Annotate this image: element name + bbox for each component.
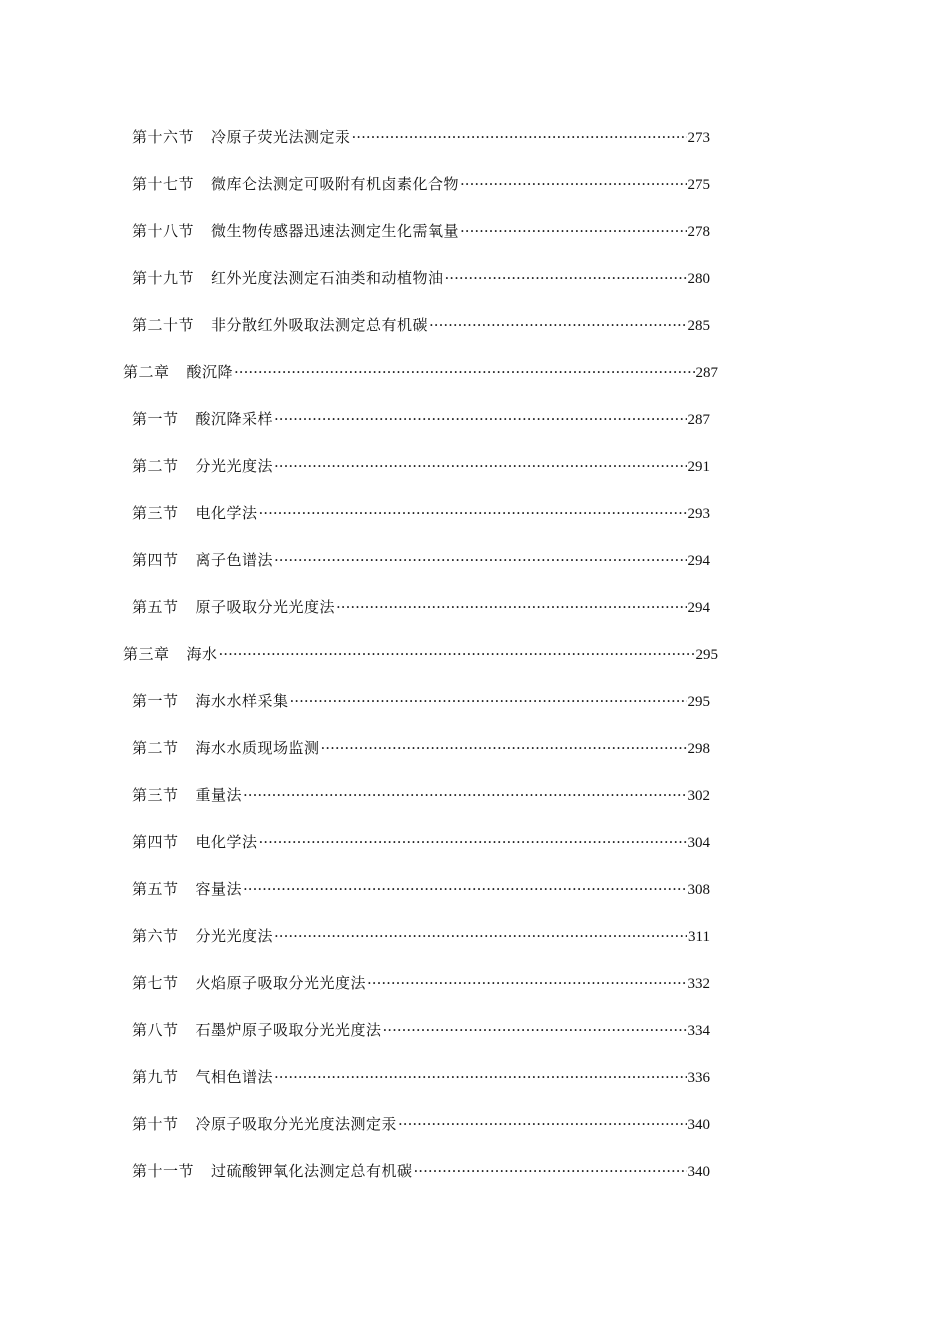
- toc-entry-page: 334: [687, 1023, 710, 1039]
- toc-entry-title: 酸沉降采样: [195, 410, 274, 428]
- toc-entry-page: 291: [687, 459, 710, 475]
- toc-entry-title: 分光光度法: [195, 457, 274, 475]
- toc-entry[interactable]: [132, 879, 710, 900]
- toc-entry-title: 微库仑法测定可吸附有机卤素化合物: [211, 175, 460, 193]
- toc-dot-leader: [336, 597, 686, 617]
- toc-entry-number: 第一节: [132, 692, 179, 710]
- toc-entry[interactable]: [132, 268, 710, 289]
- toc-entry[interactable]: [132, 973, 710, 994]
- toc-entry-page: 332: [687, 976, 710, 992]
- toc-entry-page: 275: [687, 177, 710, 193]
- toc-entry-title: 容量法: [195, 880, 243, 898]
- toc-entry[interactable]: [132, 409, 710, 430]
- toc-entry-title: 非分散红外吸取法测定总有机碳: [211, 316, 429, 334]
- toc-entry-title: 海水: [186, 645, 218, 663]
- toc-entry-title: 冷原子吸取分光光度法测定汞: [195, 1115, 398, 1133]
- toc-dot-leader: [352, 127, 687, 147]
- toc-dot-leader: [398, 1114, 686, 1134]
- toc-dot-leader: [460, 221, 686, 241]
- toc-entry-number: 第二章: [123, 363, 170, 381]
- toc-dot-leader: [429, 315, 686, 335]
- toc-entry-title: 过硫酸钾氧化法测定总有机碳: [211, 1162, 413, 1180]
- toc-dot-leader: [460, 174, 686, 194]
- toc-entry-title: 海水水样采集: [195, 692, 289, 710]
- toc-entry-page: 294: [687, 600, 710, 616]
- toc-entry-page: 304: [687, 835, 710, 851]
- toc-entry-page: 311: [688, 929, 710, 945]
- toc-entry[interactable]: [132, 127, 710, 148]
- toc-entry-page: 294: [687, 553, 710, 569]
- toc-entry[interactable]: [132, 597, 710, 618]
- toc-dot-leader: [259, 832, 687, 852]
- toc-entry-number: 第八节: [132, 1021, 179, 1039]
- toc-entry-page: 287: [687, 412, 710, 428]
- toc-dot-leader: [414, 1161, 687, 1181]
- toc-entry-page: 295: [687, 694, 710, 710]
- toc-entry-page: 278: [687, 224, 710, 240]
- toc-entry-number: 第二节: [132, 739, 179, 757]
- toc-entry-number: 第三节: [132, 504, 179, 522]
- toc-dot-leader: [274, 1067, 686, 1087]
- toc-dot-leader: [274, 550, 686, 570]
- toc-dot-leader: [259, 503, 687, 523]
- toc-dot-leader: [383, 1020, 687, 1040]
- toc-entry[interactable]: [132, 1020, 710, 1041]
- toc-entry[interactable]: [132, 926, 710, 947]
- toc-entry-number: 第三章: [123, 645, 170, 663]
- toc-dot-leader: [445, 268, 687, 288]
- toc-entry[interactable]: [132, 738, 710, 759]
- toc-chapter-entry[interactable]: [123, 644, 718, 665]
- toc-entry-title: 气相色谱法: [195, 1068, 274, 1086]
- toc-entry-number: 第二节: [132, 457, 179, 475]
- toc-entry-title: 红外光度法测定石油类和动植物油: [211, 269, 444, 287]
- toc-dot-leader: [219, 644, 695, 664]
- toc-entry-number: 第三节: [132, 786, 179, 804]
- toc-entry-title: 电化学法: [195, 833, 258, 851]
- toc-entry[interactable]: [132, 456, 710, 477]
- toc-entry-number: 第四节: [132, 551, 179, 569]
- toc-entry-title: 重量法: [195, 786, 243, 804]
- toc-entry-page: 280: [687, 271, 710, 287]
- toc-entry-number: 第五节: [132, 880, 179, 898]
- toc-entry-page: 302: [687, 788, 710, 804]
- toc-entry-title: 原子吸取分光光度法: [195, 598, 336, 616]
- toc-dot-leader: [274, 926, 687, 946]
- toc-entry[interactable]: [132, 832, 710, 853]
- toc-chapter-entry[interactable]: [123, 362, 718, 383]
- toc-entry-page: 295: [695, 647, 718, 663]
- toc-entry[interactable]: [132, 550, 710, 571]
- toc-entry-page: 285: [687, 318, 710, 334]
- toc-entry-number: 第十七节: [132, 175, 195, 193]
- toc-entry[interactable]: [132, 1161, 710, 1182]
- toc-entry-number: 第十九节: [132, 269, 195, 287]
- toc-entry-title: 石墨炉原子吸取分光光度法: [195, 1021, 382, 1039]
- toc-dot-leader: [274, 409, 686, 429]
- toc-entry-title: 酸沉降: [186, 363, 234, 381]
- toc-entry-title: 分光光度法: [195, 927, 274, 945]
- toc-entry-page: 273: [687, 130, 710, 146]
- toc-entry-number: 第五节: [132, 598, 179, 616]
- toc-dot-leader: [274, 456, 686, 476]
- toc-entry-number: 第十六节: [132, 128, 195, 146]
- toc-entry[interactable]: [132, 785, 710, 806]
- toc-entry-page: 340: [687, 1117, 710, 1133]
- toc-entry[interactable]: [132, 315, 710, 336]
- toc-entry-number: 第十八节: [132, 222, 195, 240]
- toc-entry-number: 第九节: [132, 1068, 179, 1086]
- toc-entry-title: 微生物传感器迅速法测定生化需氧量: [211, 222, 460, 240]
- toc-entry-page: 336: [687, 1070, 710, 1086]
- toc-entry-number: 第七节: [132, 974, 179, 992]
- toc-entry-page: 293: [687, 506, 710, 522]
- toc-entry-page: 287: [695, 365, 718, 381]
- toc-entry-page: 298: [687, 741, 710, 757]
- toc-entry-page: 308: [687, 882, 710, 898]
- toc-dot-leader: [367, 973, 686, 993]
- toc-entry[interactable]: [132, 691, 710, 712]
- toc-entry-number: 第十节: [132, 1115, 179, 1133]
- toc-entry[interactable]: [132, 503, 710, 524]
- toc-dot-leader: [290, 691, 687, 711]
- toc-entry-number: 第十一节: [132, 1162, 195, 1180]
- toc-entry-title: 电化学法: [195, 504, 258, 522]
- toc-entry[interactable]: [132, 1114, 710, 1135]
- toc-entry[interactable]: [132, 1067, 710, 1088]
- toc-entry[interactable]: [132, 221, 710, 242]
- toc-dot-leader: [243, 785, 686, 805]
- toc-entry-number: 第四节: [132, 833, 179, 851]
- toc-entry-title: 火焰原子吸取分光光度法: [195, 974, 367, 992]
- toc-entry-number: 第二十节: [132, 316, 195, 334]
- toc-entry-title: 海水水质现场监测: [195, 739, 320, 757]
- toc-entry-page: 340: [687, 1164, 710, 1180]
- toc-entry-title: 离子色谱法: [195, 551, 274, 569]
- toc-entry-number: 第一节: [132, 410, 179, 428]
- toc-entry-title: 冷原子荧光法测定汞: [211, 128, 351, 146]
- toc-dot-leader: [243, 879, 686, 899]
- toc-entry[interactable]: [132, 174, 710, 195]
- toc-dot-leader: [234, 362, 694, 382]
- toc-dot-leader: [321, 738, 687, 758]
- toc-entry-number: 第六节: [132, 927, 179, 945]
